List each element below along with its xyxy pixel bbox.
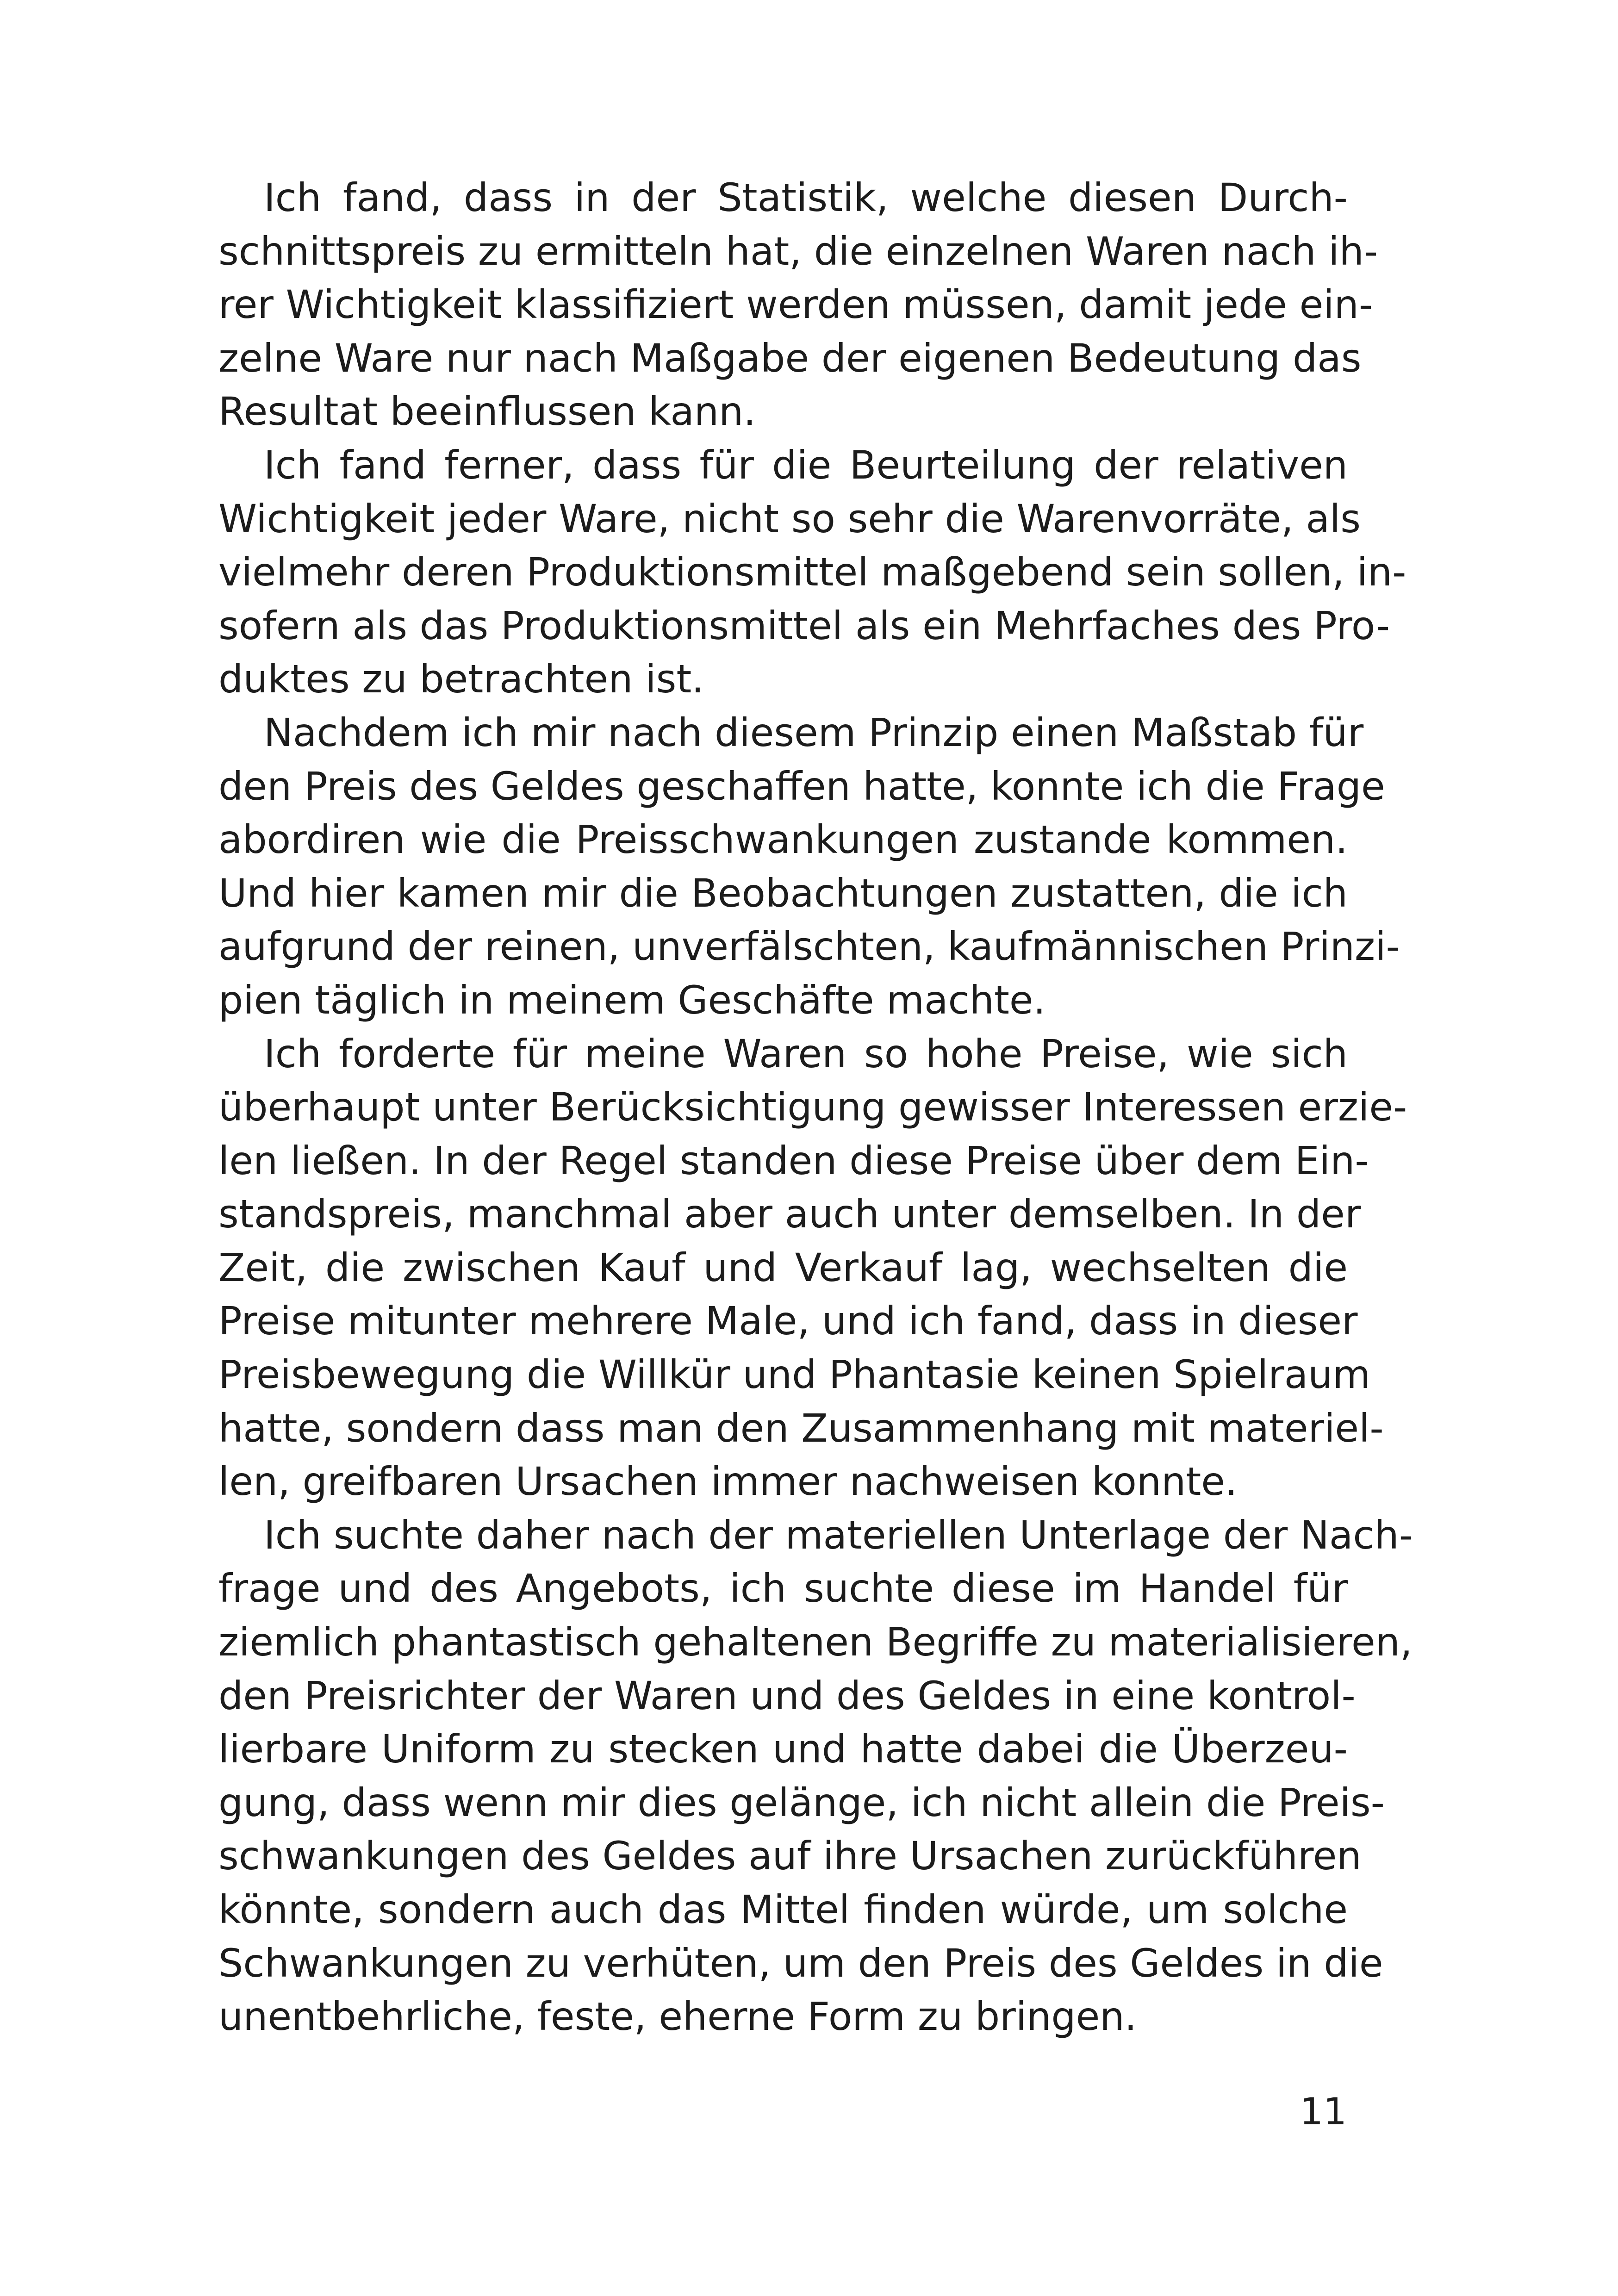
text-line: Zeit, die zwischen Kauf und Verkauf lag, wechselten die — [218, 1244, 1348, 1290]
text-line: ziemlich phantastisch gehaltenen Begriffe zu materialisieren, — [218, 1619, 1413, 1665]
text-line: Und hier kamen mir die Beobachtungen zustatten, die ich — [218, 870, 1348, 916]
text-line: lierbare Uniform zu stecken und hatte dabei die Überzeu- — [218, 1726, 1348, 1772]
text-line: schwankungen des Geldes auf ihre Ursachen zurückführen — [218, 1833, 1362, 1879]
text-line: hatte, sondern dass man den Zusammenhang mit materiel- — [218, 1405, 1384, 1451]
body-text — [218, 171, 1413, 2044]
page-number: 11 — [1300, 2090, 1347, 2133]
text-line: überhaupt unter Berücksichtigung gewisser Interessen erzie- — [218, 1084, 1407, 1130]
text-line: pien täglich in meinem Geschäfte machte. — [218, 977, 1046, 1023]
text-line: Preisbewegung die Willkür und Phantasie keinen Spielraum — [218, 1352, 1371, 1398]
text-line: Resultat beeinflussen kann. — [218, 389, 756, 435]
text-line: rer Wichtigkeit klassifiziert werden müssen, damit jede ein- — [218, 282, 1373, 328]
text-line: Wichtigkeit jeder Ware, nicht so sehr die Warenvorräte, als — [218, 496, 1361, 541]
text-line: Schwankungen zu verhüten, um den Preis des Geldes in die — [218, 1940, 1383, 1986]
text-line: duktes zu betrachten ist. — [218, 656, 704, 702]
text-line: frage und des Angebots, ich suchte diese im Handel für — [218, 1566, 1348, 1612]
text-line: aufgrund der reinen, unverfälschten, kaufmännischen Prinzi- — [218, 924, 1400, 970]
text-line: Ich forderte für meine Waren so hohe Preise, wie sich — [264, 1031, 1348, 1076]
text-line: gung, dass wenn mir dies gelänge, ich nicht allein die Preis- — [218, 1780, 1385, 1825]
text-line: den Preisrichter der Waren und des Geldes in eine kontrol- — [218, 1673, 1356, 1718]
text-line: unentbehrliche, feste, eherne Form zu bringen. — [218, 1994, 1137, 2040]
text-line: vielmehr deren Produktionsmittel maßgebend sein sollen, in- — [218, 549, 1406, 595]
text-line: Ich suchte daher nach der materiellen Unterlage der Nach- — [264, 1512, 1413, 1558]
text-line: schnittspreis zu ermitteln hat, die einzelnen Waren nach ih- — [218, 228, 1378, 274]
text-line: len ließen. In der Regel standen diese Preise über dem Ein- — [218, 1138, 1369, 1183]
text-line: standspreis, manchmal aber auch unter demselben. In der — [218, 1191, 1361, 1237]
text-line: abordiren wie die Preisschwankungen zustande kommen. — [218, 817, 1348, 863]
text-line: Ich fand ferner, dass für die Beurteilung der relativen — [264, 442, 1348, 488]
text-line: könnte, sondern auch das Mittel finden würde, um solche — [218, 1887, 1348, 1932]
text-line: Ich fand, dass in der Statistik, welche diesen Durch- — [264, 175, 1348, 220]
text-line: sofern als das Produktionsmittel als ein Mehrfaches des Pro- — [218, 603, 1390, 648]
text-line: den Preis des Geldes geschaffen hatte, konnte ich die Frage — [218, 763, 1385, 809]
text-line: Preise mitunter mehrere Male, und ich fand, dass in dieser — [218, 1298, 1358, 1344]
text-line: len, greifbaren Ursachen immer nachweisen konnte. — [218, 1459, 1238, 1505]
text-line: zelne Ware nur nach Maßgabe der eigenen Bedeutung das — [218, 335, 1362, 381]
text-line: Nachdem ich mir nach diesem Prinzip einen Maßstab für — [264, 709, 1364, 755]
